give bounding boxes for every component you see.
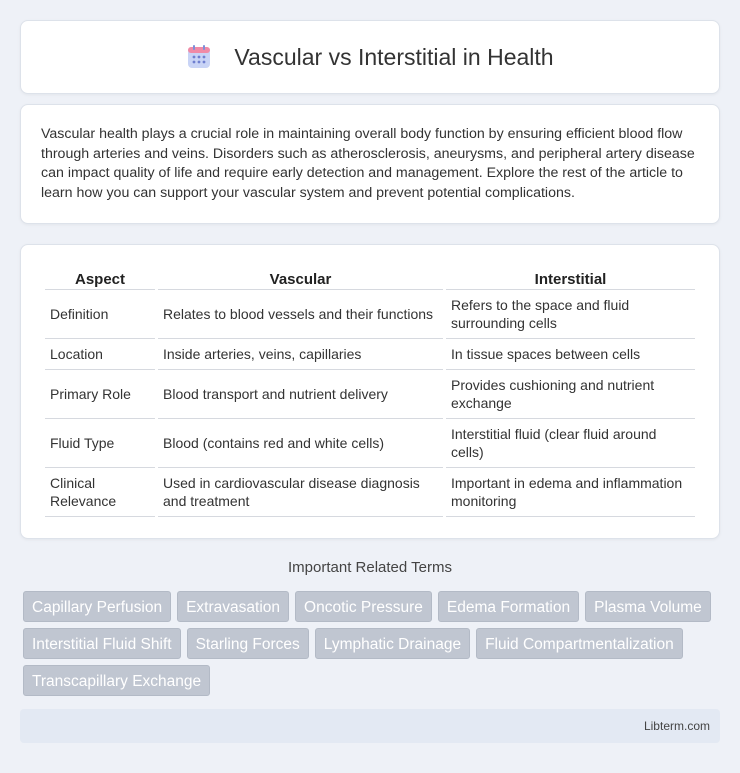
comparison-card [20,244,720,539]
table-cell: Refers to the space and fluid surrounding cells [446,290,695,339]
term-tag[interactable]: Oncotic Pressure [295,591,432,622]
table-cell: Used in cardiovascular disease diagnosis and treatment [158,468,443,517]
term-tag[interactable]: Transcapillary Exchange [23,665,210,696]
header-aspect: Aspect [45,265,155,290]
table-cell: Inside arteries, veins, capillaries [158,339,443,370]
term-tag[interactable]: Edema Formation [438,591,579,622]
table-row [45,468,695,517]
footer [20,709,720,743]
term-tag[interactable]: Plasma Volume [585,591,711,622]
term-tag[interactable]: Interstitial Fluid Shift [23,628,181,659]
table-cell: Blood (contains red and white cells) [158,419,443,468]
table-cell: Location [45,339,155,370]
table-row [45,339,695,370]
term-tag[interactable]: Starling Forces [187,628,309,659]
related-terms-list [23,591,723,696]
header-interstitial: Interstitial [446,265,695,290]
table-cell: Interstitial fluid (clear fluid around cells) [446,419,695,468]
table-row [45,290,695,339]
comparison-table [42,265,698,517]
table-cell: Blood transport and nutrient delivery [158,370,443,419]
table-cell: In tissue spaces between cells [446,339,695,370]
intro-paragraph: Vascular health plays a crucial role in maintaining overall body function by ensuring efficient blood flow through arteries and veins. Disorders such as atherosclerosis, aneurysms, and peripheral artery disease can impact quality of life and require early detection and management. Explore the rest of the article to learn how you can support your vascular system and prevent potential complications. [41,126,695,201]
table-cell: Clinical Relevance [45,468,155,517]
term-tag[interactable]: Fluid Compartmentalization [476,628,683,659]
table-cell: Primary Role [45,370,155,419]
table-cell: Important in edema and inflammation monitoring [446,468,695,517]
header-vascular: Vascular [158,265,443,290]
table-row [45,370,695,419]
table-header-row [45,265,695,290]
table-cell: Provides cushioning and nutrient exchange [446,370,695,419]
related-terms-heading: Important Related Terms [288,559,452,576]
calendar-icon [186,44,212,70]
term-tag[interactable]: Extravasation [177,591,289,622]
term-tag[interactable]: Capillary Perfusion [23,591,171,622]
term-tag[interactable]: Lymphatic Drainage [315,628,470,659]
table-row [45,419,695,468]
page-title: Vascular vs Interstitial in Health [234,43,554,70]
intro-card [20,104,720,224]
table-cell: Relates to blood vessels and their functions [158,290,443,339]
title-card [20,20,720,94]
footer-link[interactable]: Libterm.com [643,719,710,733]
table-cell: Fluid Type [45,419,155,468]
table-cell: Definition [45,290,155,339]
